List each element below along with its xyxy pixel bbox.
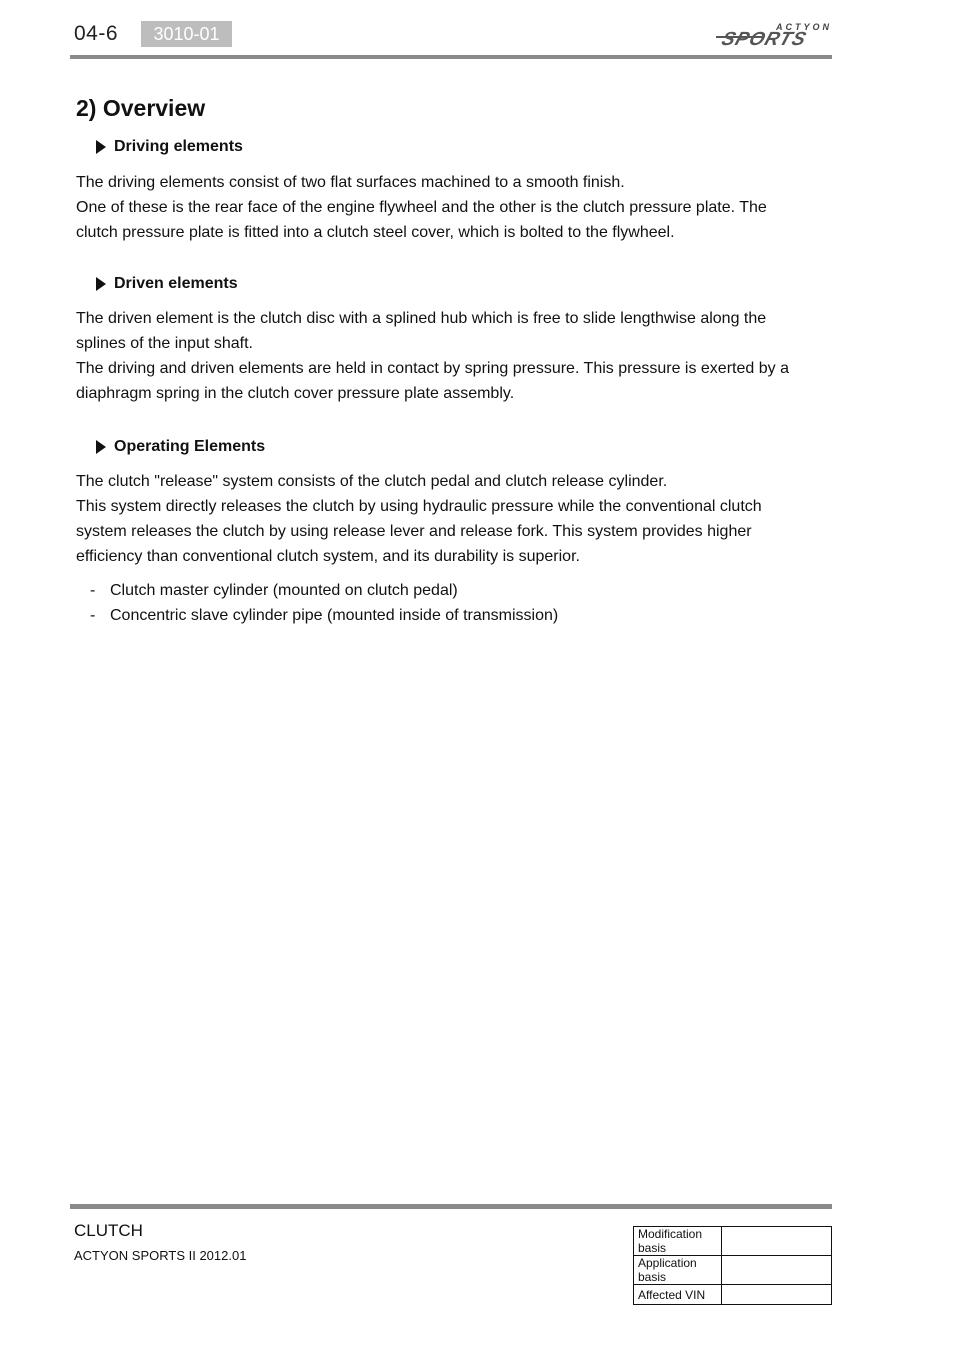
table-label: Application basis: [634, 1256, 722, 1285]
revision-info-table: [633, 1226, 832, 1305]
dash-marker: -: [90, 582, 96, 599]
section-title: 2) Overview: [76, 95, 206, 121]
dash-marker: -: [90, 607, 96, 624]
header-divider: [70, 55, 832, 59]
logo-actyon-text: ACTYON: [776, 22, 832, 32]
list-item-text: Concentric slave cylinder pipe (mounted inside of transmission): [110, 607, 559, 624]
triangle-bullet-icon: [96, 140, 106, 154]
table-value: [722, 1285, 832, 1305]
paragraph: The clutch "release" system consists of the clutch pedal and clutch release cylinder.: [76, 473, 668, 490]
heading-text: Driving elements: [114, 138, 243, 155]
table-label: Affected VIN: [634, 1285, 722, 1305]
brand-logo: [716, 22, 832, 50]
section-code-badge: 3010-01: [141, 21, 232, 47]
operating-elements-body: [76, 469, 806, 569]
paragraph: The driven element is the clutch disc with a splined hub which is free to slide lengthwise along the splines of the input shaft.: [76, 310, 767, 352]
triangle-bullet-icon: [96, 440, 106, 454]
table-label: Modification basis: [634, 1227, 722, 1256]
driven-elements-body: [76, 306, 806, 406]
footer-model: ACTYON SPORTS II 2012.01: [74, 1248, 247, 1263]
heading-operating-elements: [96, 438, 265, 456]
table-value: [722, 1256, 832, 1285]
logo-sports-text: SPORTS: [718, 29, 810, 50]
paragraph: This system directly releases the clutch by using hydraulic pressure while the conventional clutch system releases the clutch by using release lever and release fork. This system provides higher efficiency than conventional clutch system, and its durability is superior.: [76, 498, 762, 565]
table-row: [634, 1285, 832, 1305]
footer-divider: [70, 1204, 832, 1209]
driving-elements-body: [76, 170, 806, 245]
footer-chapter: CLUTCH: [74, 1221, 143, 1240]
paragraph: The driving and driven elements are held in contact by spring pressure. This pressure is exerted by a diaphragm spring in the clutch cover pressure plate assembly.: [76, 360, 789, 402]
triangle-bullet-icon: [96, 277, 106, 291]
paragraph: The driving elements consist of two flat surfaces machined to a smooth finish.: [76, 174, 625, 191]
table-value: [722, 1227, 832, 1256]
table-row: [634, 1227, 832, 1256]
heading-text: Operating Elements: [114, 438, 266, 455]
table-row: [634, 1256, 832, 1285]
heading-text: Driven elements: [114, 275, 238, 292]
page-number: 04-6: [74, 22, 119, 45]
paragraph: One of these is the rear face of the engine flywheel and the other is the clutch pressure plate. The clutch pressure plate is fitted into a clutch steel cover, which is bolted to the flywheel.: [76, 199, 767, 241]
list-item-text: Clutch master cylinder (mounted on clutch pedal): [110, 582, 458, 599]
heading-driven-elements: [96, 275, 238, 293]
heading-driving-elements: [96, 138, 243, 156]
